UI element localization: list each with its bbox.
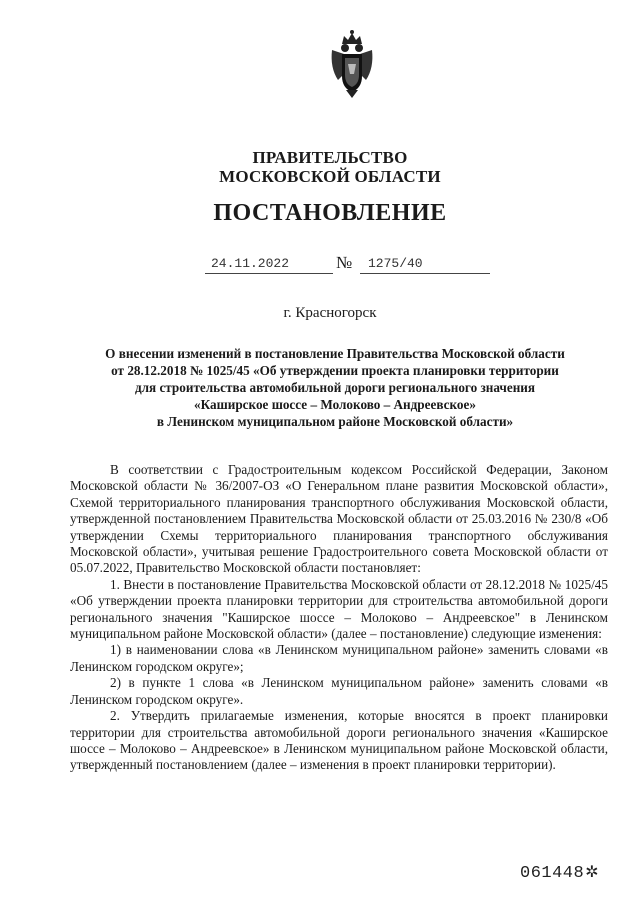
serial-number: 061448 bbox=[520, 864, 585, 883]
subject-line: «Каширское шоссе – Молоково – Андреевское» bbox=[194, 397, 476, 412]
subject-line: для строительства автомобильной дороги регионального значения bbox=[134, 380, 536, 395]
subject-line: О внесении изменений в постановление Правительства Московской области bbox=[105, 346, 565, 361]
org-name-line2: МОСКОВСКОЙ ОБЛАСТИ bbox=[219, 167, 441, 186]
body-paragraph-preamble: В соответствии с Градостроительным кодексом Российской Федерации, Законом Московской области № 36/2007-ОЗ «О Генеральном плане развития Московской области», Схемой территориального планирования транспортного обслуживания Московской области, утвержденной постановлением Правительства Московской области от 25.03.2016 № 230/8 «Об утверждении Схемы территориального планирования транспортного обслуживания Московской области», учитывая решение Градостроительного совета Московской области от 05.07.2022, Правительство Московской области постановляет: bbox=[70, 462, 608, 576]
document-type-title: ПОСТАНОВЛЕНИЕ bbox=[213, 200, 447, 226]
city-name: г. Красногорск bbox=[283, 305, 377, 321]
serial-number-stamp bbox=[520, 862, 599, 883]
asterisk-mark-icon: ✲ bbox=[585, 862, 600, 881]
body-paragraph-item-2: 2. Утвердить прилагаемые изменения, которые вносятся в проект планировки территории для строительства автомобильной дороги регионального значения «Каширское шоссе – Молоково – Андреевское» в Ленинском муниципальном районе Московской области, утвержденный постановлением (далее – изменения в проект планировки территории). bbox=[70, 708, 608, 773]
decree-number: 1275/40 bbox=[360, 256, 490, 274]
decree-body bbox=[70, 462, 608, 774]
org-name-line1: ПРАВИТЕЛЬСТВО bbox=[252, 148, 408, 167]
body-paragraph-subitem-2: 2) в пункте 1 слова «в Ленинском муниципальном районе» заменить словами «в Ленинском городском округе». bbox=[70, 675, 608, 707]
body-paragraph-item-1: 1. Внести в постановление Правительства Московской области от 28.12.2018 № 1025/45 «Об утверждении проекта планировки территории для строительства автомобильной дороги регионального значения "Каширское шоссе – Молоково – Андреевское" в Ленинском муниципальном районе Московской области» (далее – постановление) следующие изменения: bbox=[70, 576, 608, 642]
coat-of-arms-icon bbox=[328, 28, 376, 98]
decree-subject bbox=[70, 345, 600, 430]
subject-line: от 28.12.2018 № 1025/45 «Об утверждении проекта планировки территории bbox=[111, 363, 559, 378]
subject-line: в Ленинском муниципальном районе Московской области» bbox=[156, 414, 514, 429]
body-paragraph-subitem-1: 1) в наименовании слова «в Ленинском муниципальном районе» заменить словами «в Ленинском городском округе»; bbox=[70, 642, 608, 674]
decree-date: 24.11.2022 bbox=[205, 256, 333, 274]
number-label: № bbox=[336, 253, 353, 272]
